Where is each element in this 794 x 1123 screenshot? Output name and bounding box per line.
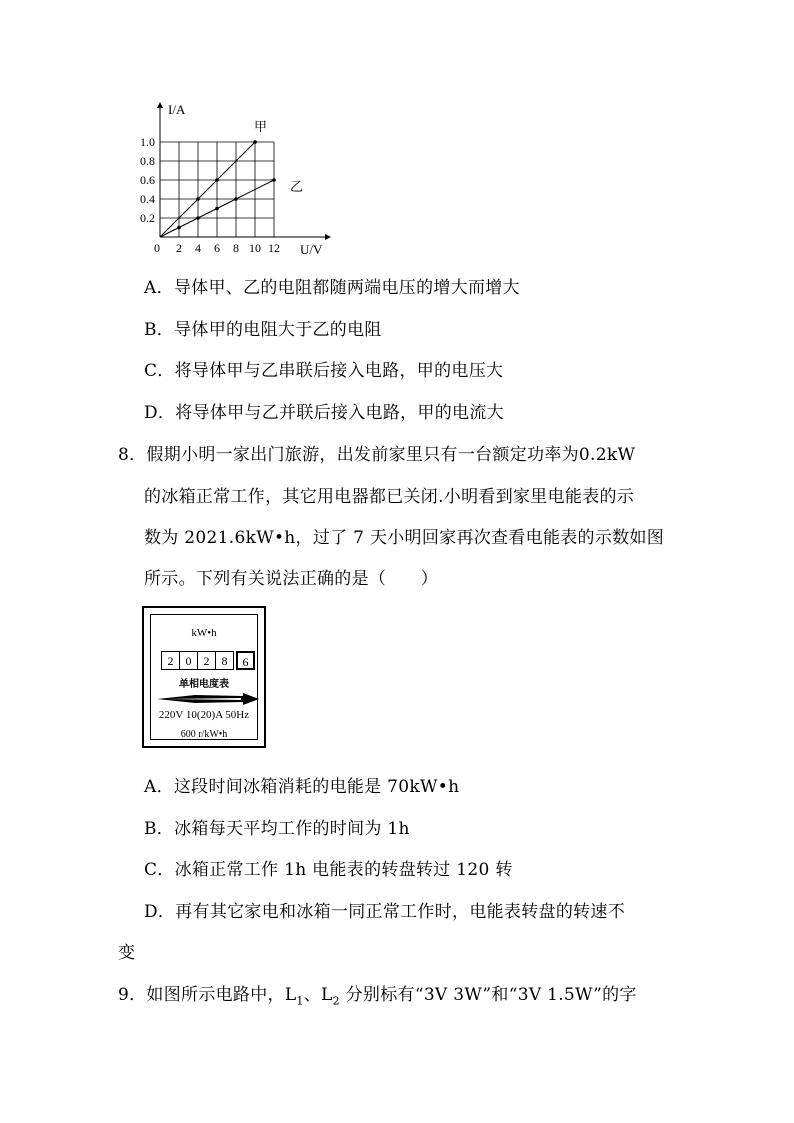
q9-stem-line1 xyxy=(118,980,637,1007)
q8-option-d-line2: 变 xyxy=(118,943,136,963)
meter-digit: 0 xyxy=(179,651,198,670)
graph-grid xyxy=(160,142,274,237)
y-tick-labels xyxy=(140,135,155,225)
data-point xyxy=(215,178,219,182)
x-tick-label: 4 xyxy=(195,241,201,255)
iu-graph xyxy=(140,100,340,260)
meter-digit: 2 xyxy=(161,651,180,670)
meter-name: 单相电度表 xyxy=(179,679,229,690)
y-tick-label: 1.0 xyxy=(140,135,155,149)
q9-sub2: 2 xyxy=(332,994,340,1008)
data-point xyxy=(272,178,276,182)
q8-stem-line1: 8．假期小明一家出门旅游，出发前家里只有一台额定功率为0.2kW xyxy=(118,445,636,465)
data-point xyxy=(196,197,200,201)
q8-stem-line4: 所示。下列有关说法正确的是（ ） xyxy=(144,569,439,589)
meter-constant: 600 r/kW•h xyxy=(180,729,228,740)
q7-option-d: D．将导体甲与乙并联后接入电路，甲的电流大 xyxy=(144,403,504,423)
data-point xyxy=(253,140,257,144)
q9-prefix: 9．如图所示电路中，L xyxy=(118,985,297,1005)
meter-arrow-icon xyxy=(155,693,261,705)
y-axis-label: I/A xyxy=(168,102,186,117)
meter-specs: 220V 10(20)A 50Hz xyxy=(158,709,250,721)
q8-stem-line2: 的冰箱正常工作，其它用电器都已关闭.小明看到家里电能表的示 xyxy=(144,487,635,507)
q8-option-c: C．冰箱正常工作 1h 电能表的转盘转过 120 转 xyxy=(144,860,513,880)
data-point xyxy=(215,207,219,211)
q9-mid: 、L xyxy=(303,985,333,1005)
x-tick-label: 10 xyxy=(249,241,261,255)
q8-stem-line3: 数为 2021.6kW•h，过了 7 天小明回家再次查看电能表的示数如图 xyxy=(144,528,665,548)
meter-digit: 2 xyxy=(197,651,216,670)
x-tick-label: 8 xyxy=(233,241,239,255)
data-point xyxy=(196,216,200,220)
y-tick-label: 0.8 xyxy=(140,154,155,168)
q8-option-a: A．这段时间冰箱消耗的电能是 70kW•h xyxy=(144,777,460,797)
series-lines xyxy=(160,140,276,237)
x-tick-label: 12 xyxy=(268,241,280,255)
q7-option-a: A．导体甲、乙的电阻都随两端电压的增大而增大 xyxy=(144,278,520,298)
meter-digit: 6 xyxy=(236,651,255,670)
meter-unit: kW•h xyxy=(191,627,217,639)
meter-panel xyxy=(150,614,258,740)
meter-digit: 8 xyxy=(215,651,234,670)
data-point xyxy=(177,226,181,230)
series-yi-label: 乙 xyxy=(290,180,304,195)
y-tick-label: 0.2 xyxy=(140,211,155,225)
series-jia-label: 甲 xyxy=(254,120,268,135)
q7-option-c: C．将导体甲与乙串联后接入电路，甲的电压大 xyxy=(144,361,504,381)
origin-label: 0 xyxy=(154,241,160,255)
data-point xyxy=(234,197,238,201)
y-tick-label: 0.4 xyxy=(140,192,155,206)
series-jia-line xyxy=(160,142,255,237)
q8-option-b: B．冰箱每天平均工作的时间为 1h xyxy=(144,819,410,839)
q7-option-b: B．导体甲的电阻大于乙的电阻 xyxy=(144,320,382,340)
electric-meter xyxy=(142,606,266,748)
x-axis-label: U/V xyxy=(300,242,323,257)
iu-graph-svg xyxy=(140,100,340,260)
x-tick-labels xyxy=(176,241,280,255)
meter-digits xyxy=(161,651,254,670)
q9-suffix: 分别标有“3V 3W”和“3V 1.5W”的字 xyxy=(339,985,637,1005)
q8-option-d-line1: D．再有其它家电和冰箱一同正常工作时，电能表转盘的转速不 xyxy=(144,902,626,922)
x-tick-label: 2 xyxy=(176,241,182,255)
y-tick-label: 0.6 xyxy=(140,173,155,187)
q9-sub1: 1 xyxy=(296,994,304,1008)
x-tick-label: 6 xyxy=(214,241,220,255)
